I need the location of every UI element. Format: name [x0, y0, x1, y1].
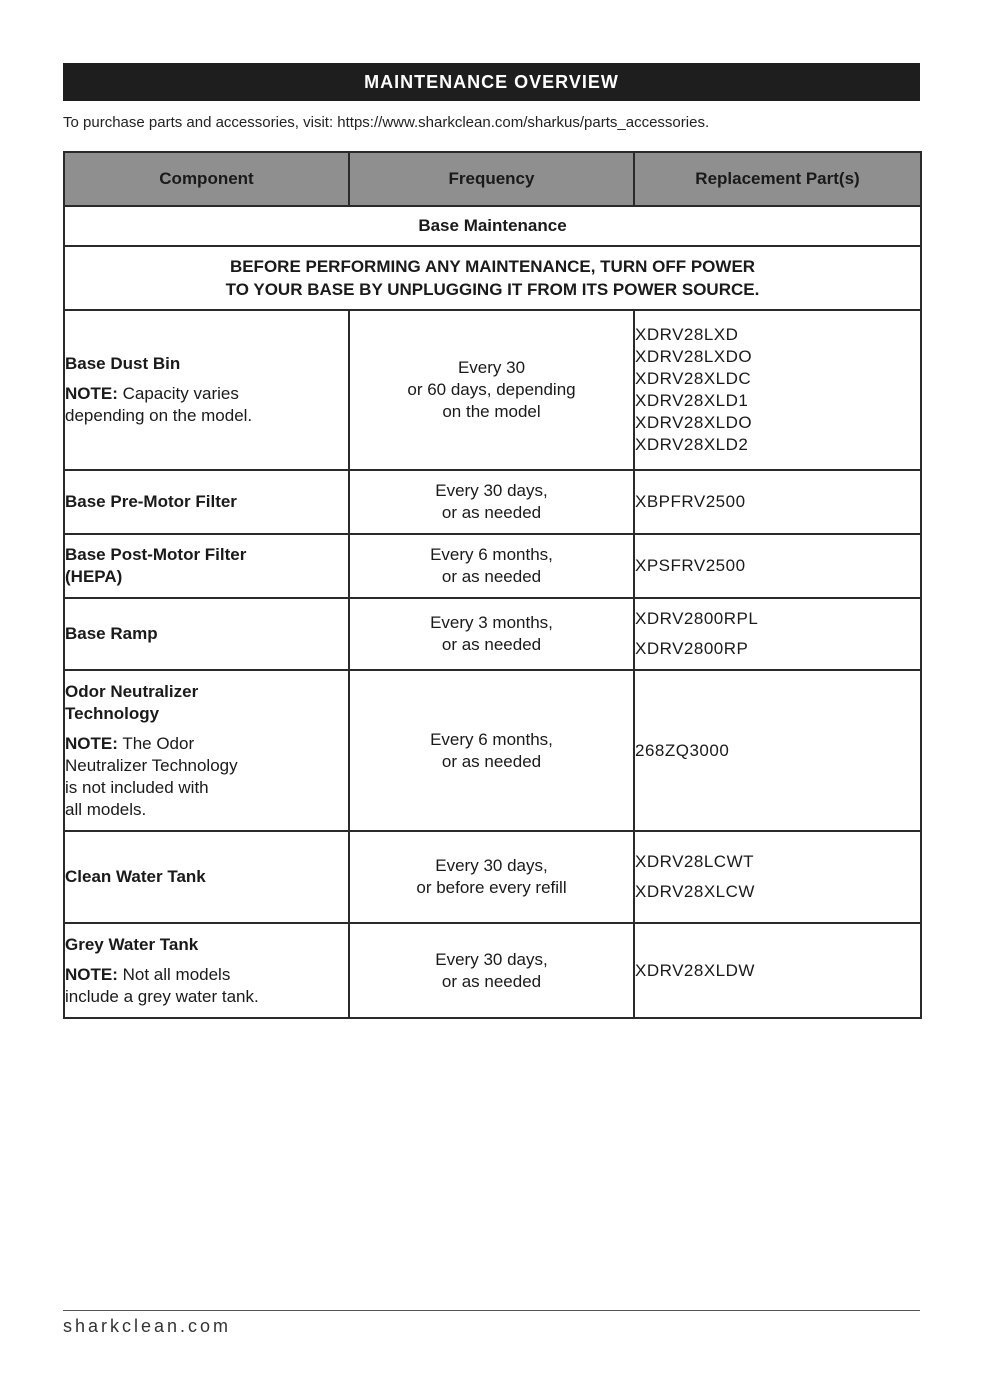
warning-row	[64, 246, 921, 310]
section-title: Base Maintenance	[64, 206, 921, 246]
table-row	[64, 534, 921, 598]
note-text: Not all models	[122, 964, 231, 984]
part-number: XDRV28LCWT	[635, 852, 754, 871]
component-cell	[64, 534, 349, 598]
component-cell	[64, 670, 349, 831]
section-row	[64, 206, 921, 246]
frequency-line: or as needed	[441, 567, 542, 586]
note-text: depending on the model.	[65, 406, 253, 425]
frequency-line: or as needed	[441, 503, 542, 522]
parts-cell	[634, 470, 921, 534]
table-header-row	[64, 152, 921, 206]
column-header-component: Component	[64, 152, 349, 206]
table-row	[64, 923, 921, 1018]
part-number: XDRV2800RPL	[635, 609, 759, 628]
component-name: Technology	[65, 703, 160, 723]
component-note	[65, 733, 348, 821]
part-number: XDRV28XLDC	[635, 369, 752, 388]
component-name: Base Dust Bin	[65, 354, 181, 373]
parts-cell	[634, 534, 921, 598]
component-name: Clean Water Tank	[65, 867, 206, 886]
component-cell	[64, 470, 349, 534]
component-cell	[64, 598, 349, 670]
frequency-cell	[349, 670, 634, 831]
parts-cell	[634, 598, 921, 670]
component-name: Grey Water Tank	[65, 934, 199, 954]
frequency-cell	[349, 923, 634, 1018]
note-text: Neutralizer Technology	[65, 755, 238, 775]
table-row	[64, 598, 921, 670]
column-header-parts: Replacement Part(s)	[634, 152, 921, 206]
parts-cell	[634, 831, 921, 923]
part-number: 268ZQ3000	[635, 740, 730, 760]
warning-line: BEFORE PERFORMING ANY MAINTENANCE, TURN OFF POWER	[229, 257, 756, 276]
frequency-line: or as needed	[441, 971, 542, 991]
component-name: Base Pre-Motor Filter	[65, 492, 237, 511]
component-name: (HEPA)	[65, 567, 123, 586]
page-title: MAINTENANCE OVERVIEW	[63, 63, 920, 101]
frequency-line: on the model	[442, 402, 541, 421]
frequency-line: Every 30 days,	[435, 481, 548, 500]
frequency-line: Every 30	[457, 358, 526, 377]
table-row	[64, 670, 921, 831]
frequency-line: Every 30 days,	[435, 949, 548, 969]
note-label: NOTE:	[65, 964, 118, 984]
frequency-cell	[349, 310, 634, 470]
component-cell	[64, 831, 349, 923]
footer-website: sharkclean.com	[63, 1316, 232, 1336]
part-number: XDRV28XLCW	[635, 882, 755, 901]
part-number: XDRV28XLD2	[635, 435, 749, 454]
component-name: Base Post-Motor Filter	[65, 545, 247, 564]
parts-cell	[634, 670, 921, 831]
part-number: XBPFRV2500	[635, 492, 746, 511]
frequency-line: Every 6 months,	[430, 729, 553, 749]
component-note	[65, 964, 348, 1008]
frequency-line: Every 3 months,	[430, 613, 553, 632]
part-number: XDRV28LXD	[635, 325, 739, 344]
note-text: all models.	[65, 799, 147, 819]
frequency-line: Every 6 months,	[430, 545, 553, 564]
frequency-cell	[349, 831, 634, 923]
component-cell	[64, 923, 349, 1018]
parts-cell	[634, 923, 921, 1018]
power-warning	[64, 246, 921, 310]
component-cell	[64, 310, 349, 470]
frequency-line: or as needed	[441, 635, 542, 654]
frequency-cell	[349, 534, 634, 598]
table-row	[64, 310, 921, 470]
frequency-cell	[349, 470, 634, 534]
note-label: NOTE:	[65, 384, 118, 403]
component-note	[65, 383, 348, 427]
footer-divider	[63, 1310, 920, 1311]
maintenance-table	[63, 151, 922, 1019]
part-number: XDRV28XLDO	[635, 413, 753, 432]
part-number: XDRV28XLD1	[635, 391, 749, 410]
note-label: NOTE:	[65, 733, 118, 753]
column-header-frequency: Frequency	[349, 152, 634, 206]
part-number: XDRV28XLDW	[635, 960, 755, 980]
note-text: Capacity varies	[122, 384, 239, 403]
table-row	[64, 831, 921, 923]
frequency-line: or before every refill	[416, 878, 567, 897]
part-number: XDRV28LXDO	[635, 347, 753, 366]
parts-cell	[634, 310, 921, 470]
note-text: The Odor	[122, 733, 195, 753]
component-name: Base Ramp	[65, 624, 158, 643]
frequency-line: or 60 days, depending	[407, 380, 576, 399]
note-text: include a grey water tank.	[65, 986, 259, 1006]
table-row	[64, 470, 921, 534]
purchase-info-text: To purchase parts and accessories, visit: https://www.sharkclean.com/sharkus/parts_accessories.	[63, 114, 710, 131]
warning-line: TO YOUR BASE BY UNPLUGGING IT FROM ITS POWER SOURCE.	[225, 280, 760, 299]
component-name: Odor Neutralizer	[65, 681, 199, 701]
frequency-line: or as needed	[441, 751, 542, 771]
part-number: XPSFRV2500	[635, 556, 746, 575]
frequency-line: Every 30 days,	[435, 856, 548, 875]
frequency-cell	[349, 598, 634, 670]
part-number: XDRV2800RP	[635, 639, 749, 658]
note-text: is not included with	[65, 777, 209, 797]
